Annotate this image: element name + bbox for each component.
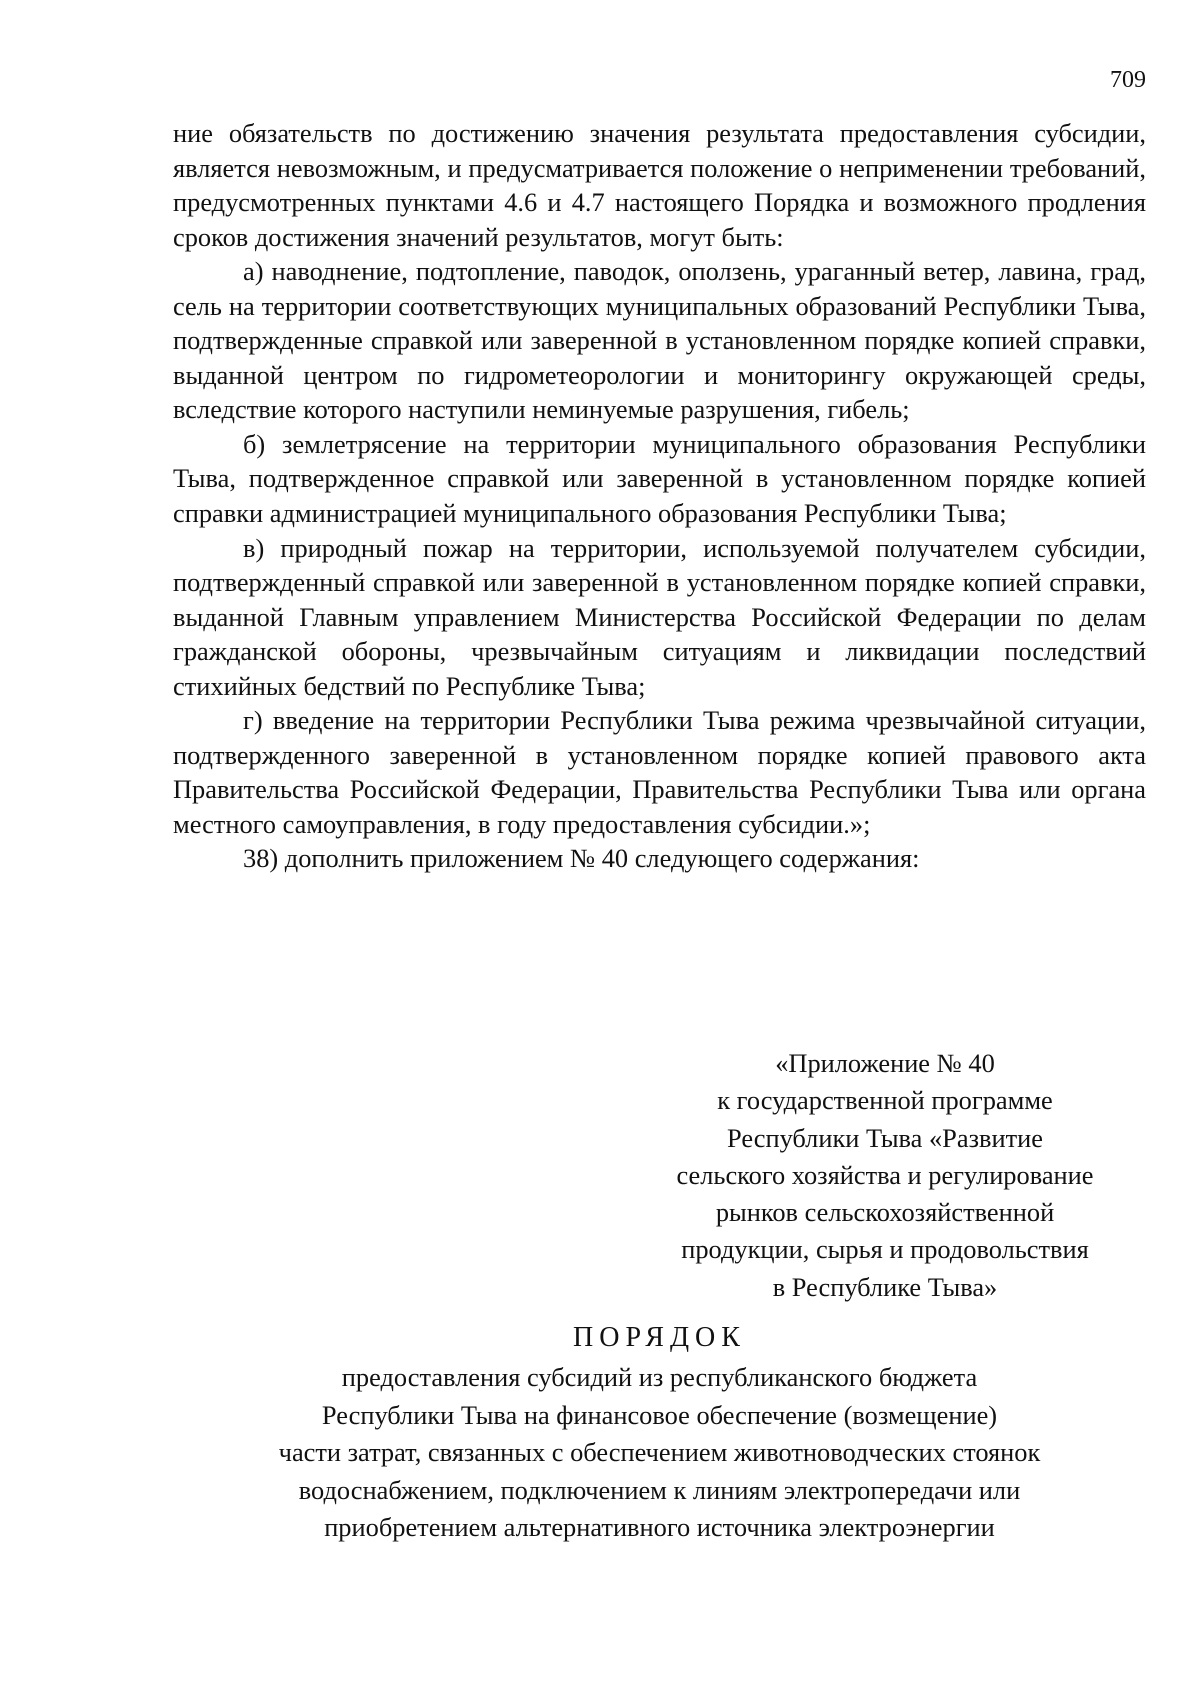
appendix-line: «Приложение № 40	[775, 1048, 995, 1078]
appendix-line: продукции, сырья и продовольствия	[681, 1234, 1089, 1265]
appendix-line: Республики Тыва «Развитие	[727, 1122, 1043, 1153]
document-title: ПОРЯДОК	[573, 1322, 746, 1353]
body-text	[173, 116, 1146, 876]
appendix-header	[640, 1045, 1130, 1306]
appendix-line: в Республике Тыва»	[772, 1271, 998, 1302]
paragraph-item-a: а) наводнение, подтопление, паводок, оползень, ураганный ветер, лавина, град, сель на территории соответствующих муниципальных образований Республики Тыва, подтвержденные справкой или заверенной в установленном порядке копией справки, выданной центром по гидрометеорологии и мониторингу окружающей среды, вследствие которого наступили неминуемые разрушения, гибель;	[173, 256, 1146, 425]
document-subtitle	[173, 1359, 1146, 1547]
appendix-line: сельского хозяйства и регулирование	[676, 1159, 1094, 1190]
subtitle-line: водоснабжением, подключением к линиям электропередачи или	[298, 1474, 1021, 1505]
paragraph-item-38: 38) дополнить приложением № 40 следующего содержания:	[243, 843, 920, 874]
paragraph-item-g: г) введение на территории Республики Тыва режима чрезвычайной ситуации, подтвержденного заверенной в установленном порядке копией правового акта Правительства Российской Федерации, Правительства Республики Тыва или органа местного самоуправления, в году предоставления субсидии.»;	[173, 705, 1146, 839]
subtitle-line: части затрат, связанных с обеспечением животноводческих стоянок	[278, 1437, 1041, 1467]
subtitle-line: предоставления субсидий из республиканского бюджета	[341, 1362, 978, 1392]
paragraph-continuation: ние обязательств по достижению значения результата предоставления субсидии, является невозможным, и предусматривается положение о неприменении требований, предусмотренных пунктами 4.6 и 4.7 настоящего Порядка и возможного продления сроков достижения значений результатов, могут быть:	[173, 118, 1146, 252]
page-number: 709	[1110, 67, 1146, 93]
subtitle-line: приобретением альтернативного источника электроэнергии	[324, 1512, 995, 1542]
paragraph-item-b: б) землетрясение на территории муниципального образования Республики Тыва, подтвержденное справкой или заверенной в установленном порядке копией справки администрацией муниципального образования Республики Тыва;	[173, 428, 1146, 529]
subtitle-line: Республики Тыва на финансовое обеспечение (возмещение)	[321, 1399, 998, 1430]
paragraph-item-v: в) природный пожар на территории, используемой получателем субсидии, подтвержденный справкой или заверенной в установленном порядке копией справки, выданной Главным управлением Министерства Российской Федерации по делам гражданской обороны, чрезвычайным ситуациям и ликвидации последствий стихийных бедствий по Республике Тыва;	[173, 532, 1146, 701]
appendix-line: к государственной программе	[717, 1085, 1053, 1116]
appendix-line: рынков сельскохозяйственной	[715, 1197, 1055, 1228]
